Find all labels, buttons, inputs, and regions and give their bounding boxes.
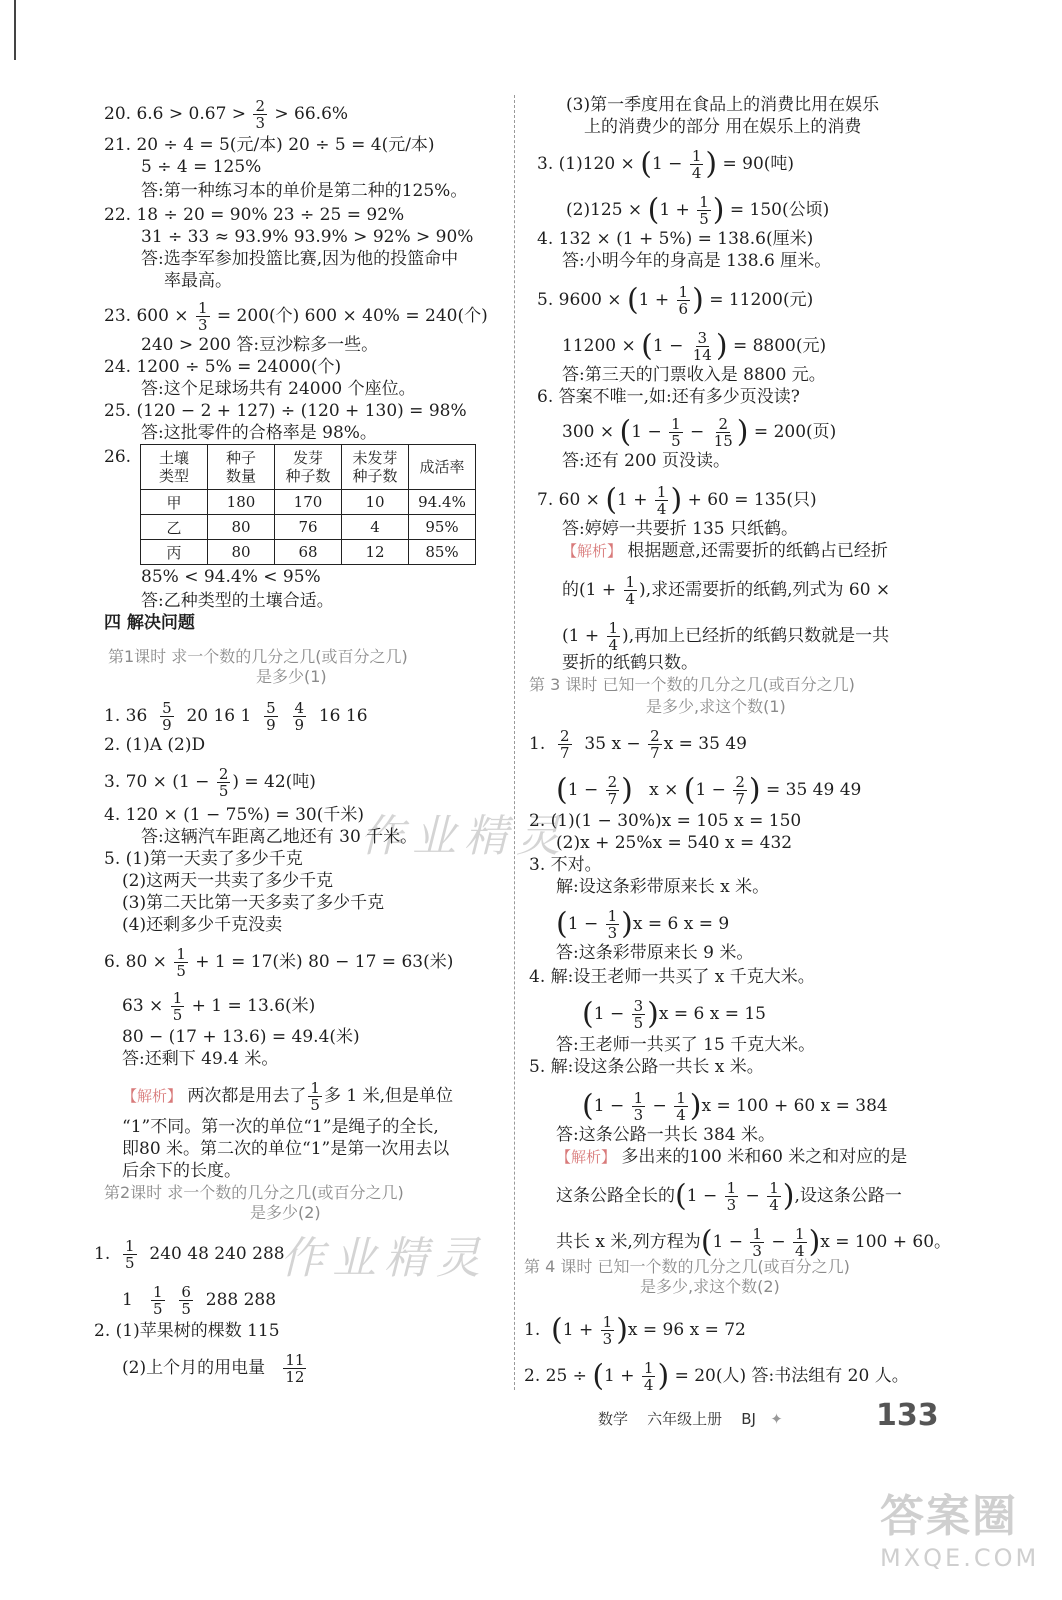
lesson2-answer-2: 2. (1)苹果树的棵数 115 [94,1321,280,1341]
answer-line: (1 − $\frac{3}{5}$ )x = 6 x = 15 [582,996,766,1032]
corner-watermark [880,1480,1039,1572]
answer-line: 31 ÷ 33 ≈ 93.9% 93.9% > 92% > 90% [141,227,474,247]
lesson4-answer-1: 1. (1 + $\frac{1}{3}$ )x = 96 x = 72 [524,1312,746,1348]
watermark-logo: 答案圈 [880,1491,1018,1542]
answer-line: 答:第三天的门票收入是 8800 元。 [562,365,826,385]
lesson1-answer-2: 2. (1)A (2)D [104,735,206,755]
analysis-note: 【解析】 根据题意,还需要折的纸鹤占已经折 [562,541,888,561]
answer-25: 25. (120 − 2 + 127) ÷ (120 + 130) = 98% [104,401,467,421]
answer-line: 300 × (1 − $\frac{1}{5}$ − $\frac{2}{15}$ ) = 200(页) [562,414,837,450]
answer-24: 24. 1200 ÷ 5% = 24000(个) [104,357,342,377]
answer-line: (4)还剩多少千克没卖 [122,915,283,935]
answer-line: 答:这条公路一共长 384 米。 [556,1125,775,1145]
analysis-line: 的(1 + $\frac{1}{4}$ ),求还需要折的纸鹤,列式为 60 × [562,573,891,608]
table-header-cell: 发芽 种子数 [275,445,342,490]
answer-line: 5 ÷ 4 = 125% [141,157,262,177]
soil-table [140,444,476,565]
analysis-line: (1 + $\frac{1}{4}$ ),再加上已经折的纸鹤只数就是一共 [562,619,890,654]
table-row [141,540,476,565]
lesson1-answer-6: 6. 80 × $\frac{1}{5}$ + 1 = 17(米) 80 − 17 = 63(米) [104,945,454,980]
table-cell: 76 [275,515,342,540]
lesson-heading: 是多少(1) [256,667,327,686]
footer-edition: BJ [741,1410,756,1428]
lesson3-answer-4: 4. 解:设王老师一共买了 x 千克大米。 [529,967,815,987]
analysis-line: “1”不同。第一次的单位“1”是绳子的全长, [122,1117,439,1137]
analysis-label: 【解析】 [122,1087,183,1105]
analysis-note: 【解析】 多出来的100 米和60 米之和对应的是 [556,1147,908,1167]
answer-line: 答:第一种练习本的单价是第二种的125%。 [141,181,468,201]
analysis-line: 要折的纸鹤只数。 [562,653,698,673]
analysis-line: 共长 x 米,列方程为(1 − $\frac{1}{3}$ − $\frac{1}{4}$ )x = 100 + 60。 [556,1224,952,1260]
lesson-heading: 是多少,求这个数(2) [640,1277,780,1296]
answer-line: 答:选李军参加投篮比赛,因为他的投篮命中 [141,249,459,269]
answer-22: 22. 18 ÷ 20 = 90% 23 ÷ 25 = 92% [104,205,405,225]
answer-line: (1 − $\frac{1}{3}$ − $\frac{1}{4}$ )x = 100 + 60 x = 384 [582,1088,888,1124]
analysis-line: 这条公路全长的(1 − $\frac{1}{3}$ − $\frac{1}{4}$ ),设这条公路一 [556,1178,902,1214]
page-number: 133 [876,1398,939,1433]
page-footer [598,1408,783,1429]
analysis-label: 【解析】 [562,542,623,560]
table-cell: 80 [208,540,275,565]
answer-line: 答:这辆汽车距离乙地还有 30 千米。 [141,827,418,847]
table-cell: 乙 [141,515,208,540]
diamond-icon: ✦ [770,1410,783,1428]
answer-line: 答:小明今年的身高是 138.6 厘米。 [562,251,832,271]
lesson3-answer-1: 1. $\frac{2}{7}$ 35 x − $\frac{2}{7}$ x = 35 49 [529,727,747,762]
table-cell: 4 [342,515,409,540]
answer-line: (3)第一季度用在食品上的消费比用在娱乐 [566,95,880,115]
table-cell: 丙 [141,540,208,565]
analysis-label: 【解析】 [556,1148,617,1166]
answer-line: (2)这两天一共卖了多少千克 [122,871,334,891]
table-cell: 甲 [141,490,208,515]
watermark-text: 作业精灵 [360,811,568,862]
answer-line: 240 > 200 答:豆沙粽多一些。 [141,335,379,355]
lesson1-answer-4: 4. 120 × (1 − 75%) = 30(千米) [104,805,364,825]
lesson3-answer-2: 2. (1)(1 − 30%)x = 105 x = 150 [529,811,802,831]
analysis-line: 后余下的长度。 [122,1161,241,1181]
answer-line: 答:还剩下 49.4 米。 [122,1049,279,1069]
table-cell: 85% [409,540,476,565]
answer-line: 答:还有 200 页没读。 [562,451,730,471]
lesson1-answer-1: 1. 36 $\frac{5}{9}$ 20 16 1 $\frac{5}{9}$ $\frac{4}{9}$ 16 16 [104,699,368,734]
table-header-cell: 未发芽 种子数 [342,445,409,490]
answer-20: 20. 6.6 > 0.67 > $\frac{2}{3}$ > 66.6% [104,97,349,132]
table-cell: 10 [342,490,409,515]
watermark-text: 作业精灵 [280,1233,488,1284]
table-cell: 12 [342,540,409,565]
answer-line: 答:这条彩带原来长 9 米。 [556,943,754,963]
footer-subject: 数学 [598,1410,629,1428]
lesson1-answer-3: 3. 70 × (1 − $\frac{2}{5}$ ) = 42(吨) [104,765,316,800]
lesson-heading: 是多少,求这个数(1) [646,697,786,716]
table-header-cell: 成活率 [409,445,476,490]
answer-line: 答:这个足球场共有 24000 个座位。 [141,379,416,399]
analysis-note: 【解析】 两次都是用去了 $\frac{1}{5}$ 多 1 米,但是单位 [122,1079,453,1114]
table-row [141,490,476,515]
analysis-line: 即80 米。第二次的单位“1”是第一次用去以 [122,1139,450,1159]
table-header-cell: 种子 数量 [208,445,275,490]
table-cell: 68 [275,540,342,565]
lesson-heading: 是多少(2) [250,1203,321,1222]
lesson-heading: 第1课时 求一个数的几分之几(或百分之几) [108,647,408,666]
answer-3: 3. (1)120 × (1 − $\frac{1}{4}$ ) = 90(吨) [537,146,795,182]
table-cell: 80 [208,515,275,540]
answer-line: 答:这批零件的合格率是 98%。 [141,423,377,443]
answer-23: 23. 600 × $\frac{1}{3}$ = 200(个) 600 × 40% = 240(个) [104,299,488,334]
answer-line: 85% < 94.4% < 95% [141,567,321,587]
answer-4: 4. 132 × (1 + 5%) = 138.6(厘米) [537,229,814,249]
section-heading: 四 解决问题 [104,613,195,633]
answer-line: (3)第二天比第一天多卖了多少千克 [122,893,385,913]
answer-26: 26. [104,447,132,467]
answer-line: 答:婷婷一共要折 135 只纸鹤。 [562,519,798,539]
table-cell: 94.4% [409,490,476,515]
lesson1-answer-5: 5. (1)第一天卖了多少千克 [104,849,303,869]
answer-line: 1 $\frac{1}{5}$ $\frac{6}{5}$ 288 288 [122,1283,277,1318]
lesson-heading: 第 4 课时 已知一个数的几分之几(或百分之几) [524,1257,850,1276]
table-header-cell: 土壤 类型 [141,445,208,490]
answer-line: 上的消费少的部分 用在娱乐上的消费 [584,117,862,137]
answer-line: 80 − (17 + 13.6) = 49.4(米) [122,1027,360,1047]
answer-line: 答:乙种类型的土壤合适。 [141,591,334,611]
answer-6: 6. 答案不唯一,如:还有多少页没读? [537,387,800,407]
answer-line: (2)125 × (1 + $\frac{1}{5}$ ) = 150(公顷) [566,192,830,228]
table-row [141,515,476,540]
lesson2-answer-1: 1. $\frac{1}{5}$ 240 48 240 288 [94,1237,285,1272]
answer-line: 解:设这条彩带原来长 x 米。 [556,877,770,897]
answer-line: (1 − $\frac{2}{7}$ ) x × (1 − $\frac{2}{7}$ ) = 35 49 49 [556,772,862,808]
answer-5: 5. 9600 × (1 + $\frac{1}{6}$ ) = 11200(元) [537,282,814,318]
lesson-heading: 第2课时 求一个数的几分之几(或百分之几) [104,1183,404,1202]
table-cell: 95% [409,515,476,540]
answer-7: 7. 60 × (1 + $\frac{1}{4}$ ) + 60 = 135(只) [537,482,817,518]
page-edge-line [14,0,16,60]
answer-line: (1 − $\frac{1}{3}$ )x = 6 x = 9 [556,906,730,942]
lesson3-answer-3: 3. 不对。 [529,855,602,875]
answer-line: (2)上个月的用电量 $\frac{11}{12}$ [122,1351,305,1386]
lesson4-answer-2: 2. 25 ÷ (1 + $\frac{1}{4}$ ) = 20(人) 答:书法组有 20 人。 [524,1358,909,1394]
table-cell: 170 [275,490,342,515]
table-cell: 180 [208,490,275,515]
watermark-url: MXQE.COM [880,1544,1040,1572]
footer-grade: 六年级上册 [647,1410,723,1428]
answer-line: 63 × $\frac{1}{5}$ + 1 = 13.6(米) [122,989,316,1024]
table-header-row [141,445,476,490]
lesson-heading: 第 3 课时 已知一个数的几分之几(或百分之几) [529,675,855,694]
column-divider [514,95,515,1390]
answer-line: 11200 × (1 − $\frac{3}{14}$ ) = 8800(元) [562,328,827,364]
answer-21: 21. 20 ÷ 4 = 5(元/本) 20 ÷ 5 = 4(元/本) [104,135,435,155]
answer-line: (2)x + 25%x = 540 x = 432 [556,833,793,853]
answer-line: 率最高。 [164,271,232,291]
lesson3-answer-5: 5. 解:设这条公路一共长 x 米。 [529,1057,764,1077]
answer-line: 答:王老师一共买了 15 千克大米。 [556,1035,816,1055]
